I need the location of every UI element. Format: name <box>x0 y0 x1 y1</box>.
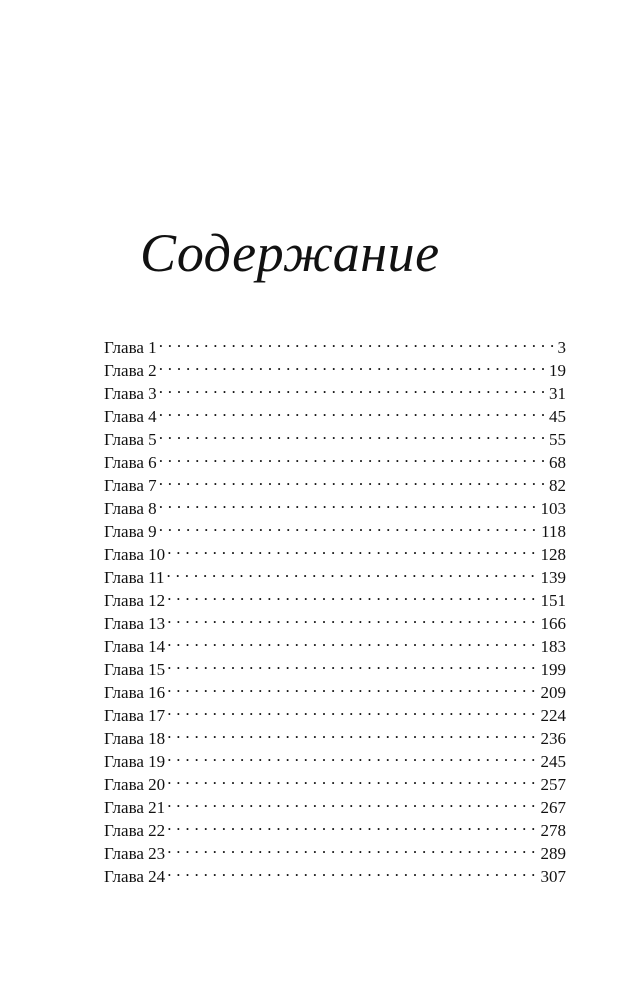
toc-entry-page: 209 <box>540 683 566 702</box>
toc-entry-page: 3 <box>557 338 566 357</box>
toc-entry <box>104 330 566 357</box>
toc-entry-label: Глава 1 <box>104 338 157 357</box>
dot-leader <box>167 836 538 859</box>
dot-leader <box>159 330 556 353</box>
toc-entry-label: Глава 2 <box>104 361 157 380</box>
dot-leader <box>167 583 538 606</box>
dot-leader <box>167 560 539 583</box>
toc-entry <box>104 675 566 702</box>
toc-entry-label: Глава 11 <box>104 568 165 587</box>
toc-entry-page: 103 <box>540 499 566 518</box>
toc-entry-label: Глава 13 <box>104 614 166 633</box>
toc-entry-label: Глава 14 <box>104 637 166 656</box>
toc-entry-label: Глава 6 <box>104 453 157 472</box>
toc-entry-page: 19 <box>549 361 566 380</box>
toc-entry-page: 68 <box>549 453 566 472</box>
dot-leader <box>167 813 538 836</box>
toc-entry-label: Глава 3 <box>104 384 157 403</box>
toc-entry-label: Глава 15 <box>104 660 166 679</box>
toc-entry-label: Глава 8 <box>104 499 157 518</box>
dot-leader <box>159 399 547 422</box>
dot-leader <box>167 767 538 790</box>
toc-entry-label: Глава 19 <box>104 752 166 771</box>
dot-leader <box>159 491 539 514</box>
dot-leader <box>159 445 547 468</box>
toc-entry-page: 128 <box>540 545 566 564</box>
toc-entry <box>104 376 566 403</box>
toc-entry <box>104 445 566 472</box>
toc-entry-page: 289 <box>540 844 566 863</box>
toc-entry <box>104 836 566 863</box>
toc-entry <box>104 537 566 564</box>
toc-entry-label: Глава 7 <box>104 476 157 495</box>
toc-entry-page: 278 <box>540 821 566 840</box>
toc-entry-label: Глава 16 <box>104 683 166 702</box>
toc-entry-label: Глава 12 <box>104 591 166 610</box>
dot-leader <box>159 376 547 399</box>
toc-entry-page: 224 <box>540 706 566 725</box>
toc-entry-page: 267 <box>540 798 566 817</box>
dot-leader <box>167 744 538 767</box>
dot-leader <box>167 698 538 721</box>
toc-entry-label: Глава 20 <box>104 775 166 794</box>
dot-leader <box>167 859 538 882</box>
toc-entry <box>104 468 566 495</box>
toc-entry-page: 82 <box>549 476 566 495</box>
toc-entry-label: Глава 17 <box>104 706 166 725</box>
dot-leader <box>167 629 538 652</box>
toc-entry-page: 55 <box>549 430 566 449</box>
toc-entry <box>104 583 566 610</box>
toc-entry <box>104 813 566 840</box>
toc-entry <box>104 353 566 380</box>
dot-leader <box>167 721 538 744</box>
dot-leader <box>159 468 547 491</box>
toc-entry <box>104 491 566 518</box>
dot-leader <box>167 606 538 629</box>
dot-leader <box>167 537 538 560</box>
toc-entry-page: 307 <box>540 867 566 886</box>
toc-entry-label: Глава 18 <box>104 729 166 748</box>
toc-entry-page: 31 <box>549 384 566 403</box>
dot-leader <box>159 514 539 537</box>
toc-entry-label: Глава 5 <box>104 430 157 449</box>
toc-entry-page: 199 <box>540 660 566 679</box>
toc-entry-label: Глава 4 <box>104 407 157 426</box>
toc-entry-label: Глава 21 <box>104 798 166 817</box>
dot-leader <box>159 353 547 376</box>
toc-entry <box>104 652 566 679</box>
toc-entry <box>104 721 566 748</box>
toc-entry <box>104 698 566 725</box>
toc-entry <box>104 767 566 794</box>
dot-leader <box>167 675 538 698</box>
toc-entry-label: Глава 23 <box>104 844 166 863</box>
toc-entry <box>104 859 566 886</box>
toc-entry <box>104 560 566 587</box>
toc-entry <box>104 744 566 771</box>
toc-entry-label: Глава 9 <box>104 522 157 541</box>
toc-entry-page: 245 <box>540 752 566 771</box>
toc-entry-label: Глава 10 <box>104 545 166 564</box>
toc-entry <box>104 422 566 449</box>
dot-leader <box>167 790 538 813</box>
toc-entry-page: 257 <box>540 775 566 794</box>
toc-entry <box>104 399 566 426</box>
toc-entry <box>104 514 566 541</box>
toc-entry <box>104 629 566 656</box>
dot-leader <box>167 652 538 675</box>
toc-entry-page: 118 <box>541 522 566 541</box>
dot-leader <box>159 422 547 445</box>
toc-entry-page: 183 <box>540 637 566 656</box>
toc-entry-page: 139 <box>540 568 566 587</box>
toc-entry-page: 166 <box>540 614 566 633</box>
toc-entry <box>104 790 566 817</box>
toc-entry-page: 151 <box>540 591 566 610</box>
toc-entry-page: 236 <box>540 729 566 748</box>
toc-entry-page: 45 <box>549 407 566 426</box>
toc-entry <box>104 606 566 633</box>
table-of-contents <box>104 330 566 886</box>
toc-entry-label: Глава 22 <box>104 821 166 840</box>
toc-entry-label: Глава 24 <box>104 867 166 886</box>
page-title: Содержание <box>140 223 440 283</box>
